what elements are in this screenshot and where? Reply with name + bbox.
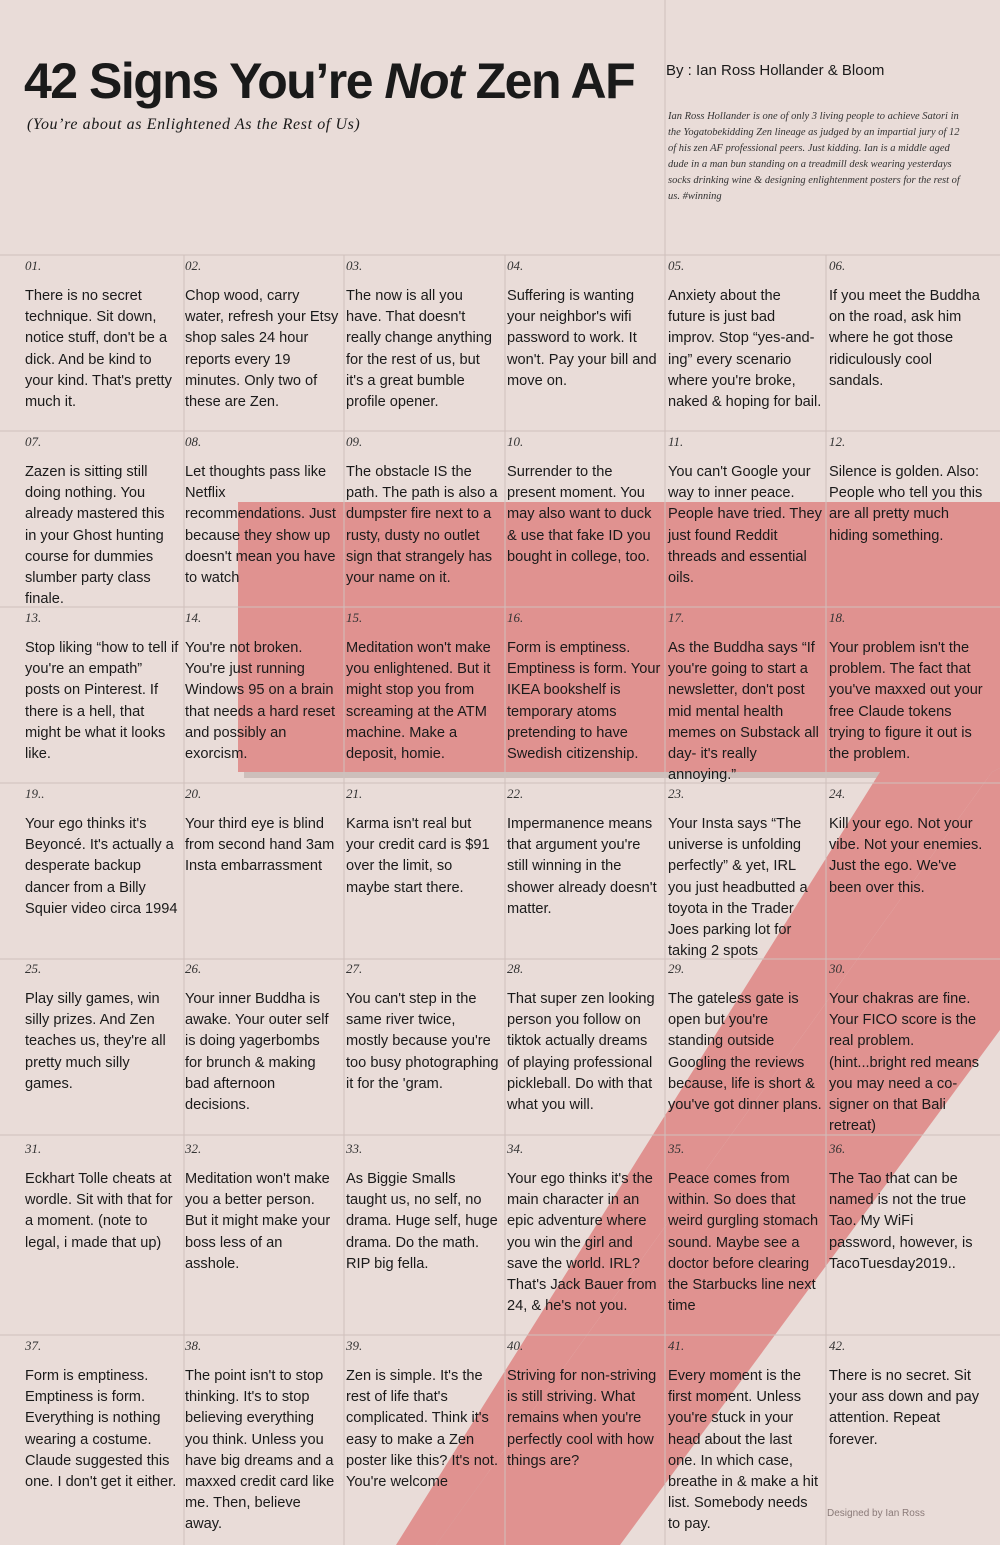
sign-number: 25. <box>25 961 42 976</box>
sign-text: Your chakras are fine. Your FICO score is the real problem. (hint...bright red means you may need a co-signer on that Bali retreat) <box>829 991 980 1135</box>
sign-item <box>185 258 339 413</box>
sign-text: The gateless gate is open but you're standing outside Googling the reviews because, life is short & you've got dinner plans. <box>668 991 822 1114</box>
sign-text: Anxiety about the future is just bad improv. Stop “yes-and-ing” every scenario where you're broke, naked & hoping for bail. <box>668 288 822 411</box>
sign-text: Peace comes from within. So does that weird gurgling stomach sound. Maybe see a doctor before clearing the Starbucks line next time <box>668 1171 819 1315</box>
sign-number: 27. <box>346 961 363 976</box>
sign-number: 26. <box>185 961 202 976</box>
sign-item <box>185 610 339 765</box>
sign-text: As Biggie Smalls taught us, no self, no drama. Huge self, huge drama. Do the math. RIP big fella. <box>346 1171 498 1272</box>
sign-number: 10. <box>507 434 524 449</box>
sign-number: 02. <box>185 258 202 273</box>
sign-text: Your inner Buddha is awake. Your outer self is doing yagerbombs for brunch & making bad afternoon decisions. <box>185 991 329 1114</box>
sign-item <box>185 961 339 1116</box>
sign-number: 14. <box>185 610 202 625</box>
sign-item <box>346 434 500 589</box>
sign-item <box>346 786 500 899</box>
byline: By : Ian Ross Hollander & Bloom <box>666 62 885 79</box>
title-part2: Zen AF <box>463 53 635 109</box>
sign-number: 04. <box>507 258 524 273</box>
sign-number: 41. <box>668 1338 685 1353</box>
sign-item <box>346 258 500 413</box>
sign-number: 18. <box>829 610 846 625</box>
sign-number: 33. <box>346 1141 363 1156</box>
sign-item <box>668 1338 822 1536</box>
sign-number: 20. <box>185 786 202 801</box>
sign-item <box>829 610 983 765</box>
sign-item <box>25 610 179 765</box>
sign-item <box>829 434 983 547</box>
sign-item <box>25 961 179 1095</box>
sign-number: 19.. <box>25 786 45 801</box>
sign-item <box>507 1141 661 1317</box>
sign-number: 31. <box>25 1141 42 1156</box>
sign-item <box>668 258 822 413</box>
sign-text: Suffering is wanting your neighbor's wifi password to work. It won't. Pay your bill and move on. <box>507 288 657 389</box>
sign-item <box>507 434 661 568</box>
sign-text: The obstacle IS the path. The path is also a dumpster fire next to a rusty, dusty no outlet sign that strangely has your name on it. <box>346 464 498 587</box>
sign-item <box>507 610 661 765</box>
sign-item <box>829 1141 983 1275</box>
sign-number: 30. <box>829 961 846 976</box>
sign-item <box>507 786 661 920</box>
sign-text: Play silly games, win silly prizes. And Zen teaches us, they're all pretty much silly games. <box>25 991 166 1092</box>
title-part1: 42 Signs You’re <box>24 53 385 109</box>
sign-text: Form is emptiness. Emptiness is form. Your IKEA bookshelf is temporary atoms pretending to have Swedish citizenship. <box>507 640 661 763</box>
sign-number: 09. <box>346 434 363 449</box>
sign-number: 28. <box>507 961 524 976</box>
sign-text: Your third eye is blind from second hand 3am Insta embarrassment <box>185 816 335 875</box>
sign-text: Striving for non-striving is still striving. What remains when you're perfectly cool with how things are? <box>507 1368 657 1469</box>
sign-item <box>668 610 822 786</box>
sign-number: 05. <box>668 258 685 273</box>
sign-item <box>829 1338 983 1451</box>
sign-item <box>507 961 661 1116</box>
sign-text: Your ego thinks it's the main character in an epic adventure where you win the girl and save the world. IRL? That's Jack Bauer from 24, & he's not you. <box>507 1171 657 1315</box>
sign-text: As the Buddha says “If you're going to start a newsletter, don't post mid mental health memes on Substack all day- it's really annoying.” <box>668 640 819 784</box>
sign-number: 22. <box>507 786 524 801</box>
sign-item <box>507 1338 661 1472</box>
sign-text: Your ego thinks it's Beyoncé. It's actually a desperate backup dancer from a Billy Squier video circa 1994 <box>25 816 178 917</box>
sign-text: The now is all you have. That doesn't really change anything for the rest of us, but it's a great bumble profile opener. <box>346 288 493 411</box>
page-title <box>24 52 634 110</box>
sign-number: 07. <box>25 434 42 449</box>
sign-item <box>346 961 500 1095</box>
sign-item <box>668 434 822 589</box>
sign-item <box>25 1338 179 1493</box>
sign-number: 24. <box>829 786 846 801</box>
sign-text: Meditation won't make you enlightened. But it might stop you from screaming at the ATM machine. Make a deposit, homie. <box>346 640 491 763</box>
sign-text: Stop liking “how to tell if you're an empath” posts on Pinterest. If there is a hell, that might be what it looks like. <box>25 640 179 763</box>
sign-item <box>25 786 179 920</box>
sign-number: 39. <box>346 1338 363 1353</box>
sign-text: That super zen looking person you follow on tiktok actually dreams of playing professional pickleball. Do with that what you will. <box>507 991 655 1114</box>
sign-text: The point isn't to stop thinking. It's to stop believing everything you think. Unless you have big dreams and a maxxed credit card like me. Then, believe away. <box>185 1368 335 1533</box>
sign-text: If you meet the Buddha on the road, ask him where he got those ridiculously cool sandals. <box>829 288 980 389</box>
sign-item <box>346 610 500 765</box>
sign-item <box>668 1141 822 1317</box>
sign-item <box>829 258 983 392</box>
sign-item <box>185 786 339 878</box>
sign-text: You can't Google your way to inner peace. People have tried. They just found Reddit threads and essential oils. <box>668 464 822 587</box>
sign-text: You're not broken. You're just running Windows 95 on a brain that needs a hard reset and possibly an exorcism. <box>185 640 336 763</box>
sign-item <box>668 786 822 962</box>
sign-number: 11. <box>668 434 684 449</box>
sign-text: The Tao that can be named is not the true Tao. My WiFi password, however, is TacoTuesday2019.. <box>829 1171 973 1272</box>
sign-number: 15. <box>346 610 363 625</box>
sign-text: Your problem isn't the problem. The fact that you've maxxed out your free Claude tokens trying to figure it out is the problem. <box>829 640 983 763</box>
sign-text: Chop wood, carry water, refresh your Etsy shop sales 24 hour reports every 19 minutes. Only two of these are Zen. <box>185 288 339 411</box>
sign-text: There is no secret technique. Sit down, notice stuff, don't be a dick. And be kind to your kind. That's pretty much it. <box>25 288 172 411</box>
sign-text: Silence is golden. Also: People who tell you this are all pretty much hiding something. <box>829 464 983 544</box>
sign-item <box>185 1338 339 1536</box>
sign-number: 03. <box>346 258 363 273</box>
sign-number: 23. <box>668 786 685 801</box>
sign-number: 32. <box>185 1141 202 1156</box>
designer-credit: Designed by Ian Ross <box>827 1508 925 1519</box>
sign-text: Zen is simple. It's the rest of life that's complicated. Think it's easy to make a Zen poster like this? It's not. You're welcome <box>346 1368 499 1491</box>
sign-text: You can't step in the same river twice, mostly because you're too busy photographing it for the 'gram. <box>346 991 499 1092</box>
sign-number: 35. <box>668 1141 685 1156</box>
sign-text: Let thoughts pass like Netflix recommendations. Just because they show up doesn't mean you have to watch <box>185 464 336 587</box>
sign-number: 17. <box>668 610 685 625</box>
sign-item <box>668 961 822 1116</box>
sign-number: 16. <box>507 610 524 625</box>
sign-item <box>346 1338 500 1493</box>
sign-text: Your Insta says “The universe is unfolding perfectly” & yet, IRL you just headbutted a toyota in the Trader Joes parking lot for taking 2 spots <box>668 816 808 960</box>
sign-item <box>25 258 179 413</box>
sign-text: Surrender to the present moment. You may also want to duck & use that fake ID you bought in college, too. <box>507 464 652 565</box>
sign-text: There is no secret. Sit your ass down and pay attention. Repeat forever. <box>829 1368 980 1448</box>
sign-text: Meditation won't make you a better person. But it might make your boss less of an asshole. <box>185 1171 331 1272</box>
sign-item <box>346 1141 500 1275</box>
sign-number: 42. <box>829 1338 846 1353</box>
sign-number: 29. <box>668 961 685 976</box>
sign-item <box>185 434 339 589</box>
sign-text: Kill your ego. Not your vibe. Not your enemies. Just the ego. We've been over this. <box>829 816 983 896</box>
sign-item <box>829 961 983 1137</box>
author-bio: Ian Ross Hollander is one of only 3 living people to achieve Satori in the Yogatobekidding Zen lineage as judged by an impartial jury of 12 of his zen AF professional peers. Just kidding. Ian is a middle aged dude in a man bun standing on a treadmill desk wearing yesterdays socks drinking wine & designing enlightenment posters for the rest of us. #winning <box>668 111 960 202</box>
sign-number: 01. <box>25 258 42 273</box>
sign-text: Zazen is sitting still doing nothing. You already mastered this in your Ghost hunting course for dummies slumber party class finale. <box>25 464 165 608</box>
sign-number: 34. <box>507 1141 524 1156</box>
sign-number: 12. <box>829 434 846 449</box>
sign-number: 13. <box>25 610 42 625</box>
sign-text: Eckhart Tolle cheats at wordle. Sit with that for a moment. (note to legal, i made that up) <box>25 1171 173 1251</box>
sign-text: Karma isn't real but your credit card is $91 over the limit, so maybe start there. <box>346 816 490 896</box>
sign-item <box>507 258 661 392</box>
sign-number: 38. <box>185 1338 202 1353</box>
sign-number: 37. <box>25 1338 42 1353</box>
sign-text: Every moment is the first moment. Unless you're stuck in your head about the last one. In which case, breathe in & make a hit list. Somebody needs to pay. <box>668 1368 819 1533</box>
subtitle: (You’re about as Enlightened As the Rest of Us) <box>27 116 361 133</box>
sign-number: 08. <box>185 434 202 449</box>
sign-item <box>25 434 179 610</box>
sign-number: 40. <box>507 1338 524 1353</box>
sign-number: 21. <box>346 786 363 801</box>
title-emphasis: Not <box>384 53 464 109</box>
sign-item <box>25 1141 179 1254</box>
sign-text: Impermanence means that argument you're still winning in the shower already doesn't matter. <box>507 816 657 917</box>
sign-number: 06. <box>829 258 846 273</box>
sign-text: Form is emptiness. Emptiness is form. Everything is nothing wearing a costume. Claude suggested this one. I don't get it either. <box>25 1368 177 1491</box>
sign-item <box>185 1141 339 1275</box>
sign-number: 36. <box>829 1141 846 1156</box>
sign-item <box>829 786 983 899</box>
